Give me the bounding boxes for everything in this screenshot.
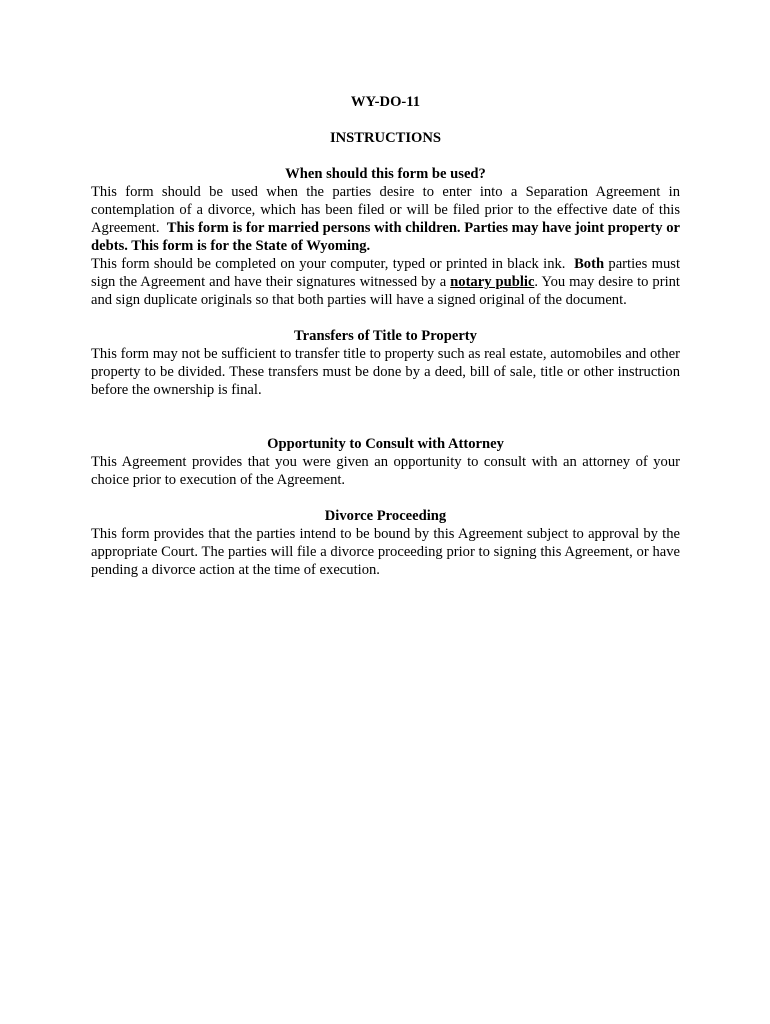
document-content bbox=[91, 90, 680, 579]
section-title-divorce: Divorce Proceeding bbox=[324, 508, 447, 524]
section-title-transfers: Transfers of Title to Property bbox=[294, 328, 477, 344]
section-title-attorney: Opportunity to Consult with Attorney bbox=[267, 436, 504, 452]
paragraph-when-used-bold: This form is for married persons with children. Parties may have joint property or debts. This form is for the State of Wyoming. bbox=[91, 220, 681, 254]
paragraph-completion-bold: Both bbox=[574, 256, 605, 272]
section-title-when-used: When should this form be used? bbox=[285, 166, 486, 182]
paragraph-when-used-text: This form should be used when the parties desire to enter into a Separation Agreement in contemplation of a divorce, which has been filed or will be filed prior to the effective date of this Agreement. bbox=[91, 184, 680, 236]
paragraph-attorney: This Agreement provides that you were given an opportunity to consult with an attorney of your choice prior to execution of the Agreement. bbox=[91, 454, 680, 488]
paragraph-divorce: This form provides that the parties intend to be bound by this Agreement subject to approval by the appropriate Court. The parties will file a divorce proceeding prior to signing this Agreement, or have pending a divorce action at the time of execution. bbox=[91, 526, 680, 578]
paragraph-completion-a: This form should be completed on your computer, typed or printed in black ink. bbox=[91, 256, 566, 272]
notary-public-text: notary public bbox=[450, 274, 535, 290]
paragraph-completion bbox=[91, 255, 680, 309]
paragraph-completion-c: . You may desire to print and sign duplicate originals so that both parties will have a signed original of the document. bbox=[91, 274, 680, 308]
paragraph-completion-b: parties must sign the Agreement and have their signatures witnessed by a bbox=[91, 256, 680, 290]
form-id: WY-DO-11 bbox=[350, 94, 421, 110]
paragraph-when-used bbox=[91, 183, 680, 255]
instructions-heading: INSTRUCTIONS bbox=[329, 130, 442, 146]
paragraph-transfers: This form may not be sufficient to transfer title to property such as real estate, automobiles and other property to be divided. These transfers must be done by a deed, bill of sale, title or other instruction before the ownership is final. bbox=[91, 346, 680, 398]
